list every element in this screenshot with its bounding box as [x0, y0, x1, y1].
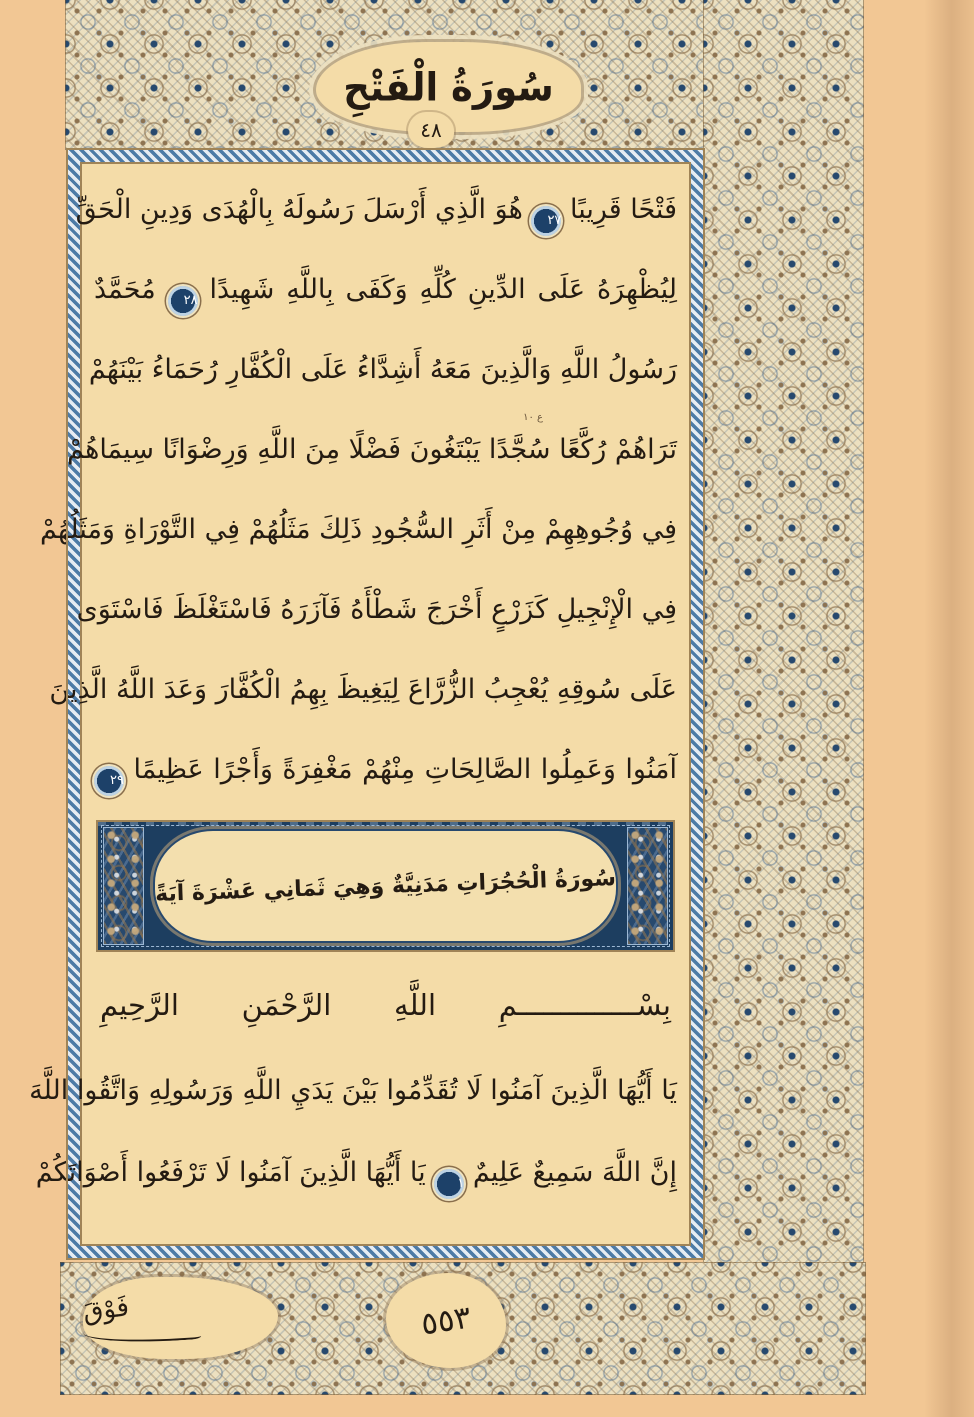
quran-line	[35, 1132, 677, 1214]
quran-line	[75, 170, 677, 250]
verse-text: هُوَ الَّذِي أَرْسَلَ رَسُولَهُ بِالْهُدَى وَدِينِ الْحَقِّ	[75, 194, 523, 225]
verse-text: رَسُولُ اللَّهِ وَالَّذِينَ مَعَهُ أَشِدَّاءُ عَلَى الْكُفَّارِ رُحَمَاءُ بَيْنَهُمْ	[88, 354, 677, 385]
text-block	[29, 150, 703, 1258]
quran-line	[88, 330, 677, 410]
verse-text: مُحَمَّدٌ	[94, 274, 156, 305]
verse-text: يَا أَيُّهَا الَّذِينَ آمَنُوا لَا تُقَدِّمُوا بَيْنَ يَدَيِ اللَّهِ وَرَسُولِهِ وَاتَّقُوا اللَّهَ	[29, 1075, 677, 1106]
quran-line	[39, 490, 677, 570]
verse-marker: ٢٨	[168, 286, 198, 316]
quran-line	[29, 1050, 677, 1132]
banner-cartouche	[153, 829, 618, 943]
banner-knot-left	[103, 827, 144, 945]
surah-fath-title: سُورَةُ الْفَتْحِ	[343, 64, 554, 110]
page-edge-shading	[924, 0, 974, 1417]
banner-knot-right	[627, 827, 668, 945]
verse-text: فَتْحًا قَرِيبًا	[570, 194, 677, 225]
catchword: فَوْقَ	[81, 1292, 131, 1328]
verse-marker: ٢٧	[531, 206, 561, 236]
quran-line	[94, 730, 677, 810]
right-ornament-band	[703, 0, 864, 1395]
quran-line	[94, 250, 677, 330]
quran-line	[76, 570, 677, 650]
page-number-cartouche	[386, 1273, 506, 1368]
fath-verses	[39, 170, 677, 810]
verse-text: لِيُظْهِرَهُ عَلَى الدِّينِ كُلِّهِ وَكَفَى بِاللَّهِ شَهِيدًا	[209, 274, 677, 305]
verse-text: فِي وُجُوهِهِمْ مِنْ أَثَرِ السُّجُودِ ذَلِكَ مَثَلُهُمْ فِي التَّوْرَاةِ وَمَثَلُهُمْ	[39, 514, 677, 545]
page-number: ٥٥٣	[418, 1298, 474, 1343]
verse-text: عَلَى سُوقِهِ يُعْجِبُ الزُّرَّاعَ لِيَغِيظَ بِهِمُ الْكُفَّارَ وَعَدَ اللَّهُ الَّذِينَ	[49, 674, 677, 705]
verse-text: يَا أَيُّهَا الَّذِينَ آمَنُوا لَا تَرْفَعُوا أَصْوَاتَكُمْ	[35, 1157, 426, 1188]
verse-text: فِي الْإِنْجِيلِ كَزَرْعٍ أَخْرَجَ شَطْأَهُ فَآزَرَهُ فَاسْتَغْلَظَ فَاسْتَوَى	[76, 594, 677, 625]
hujurat-banner-title: سُورَةُ الْحُجُرَاتِ مَدَنِيَّةٌ وَهِيَ ثَمَانِي عَشْرَةَ آيَةً	[154, 865, 617, 907]
verse-marker: ٢٩	[94, 766, 124, 796]
bottom-ornament-band	[60, 1262, 866, 1395]
verse-text: آمَنُوا وَعَمِلُوا الصَّالِحَاتِ مِنْهُمْ مَغْفِرَةً وَأَجْرًا عَظِيمًا	[133, 754, 677, 785]
verse-text: تَرَاهُمْ رُكَّعًا سُجَّدًا يَبْتَغُونَ فَضْلًا مِنَ اللَّهِ وَرِضْوَانًا سِيمَاهُمْ	[67, 434, 677, 465]
catchword-flourish	[83, 1323, 202, 1347]
verse-marker: ١	[434, 1169, 464, 1199]
hujurat-banner	[96, 820, 675, 952]
hujurat-verses	[29, 1050, 677, 1214]
verse-text: إِنَّ اللَّهَ سَمِيعٌ عَلِيمٌ	[472, 1157, 677, 1188]
quran-line	[49, 650, 677, 730]
surah-fath-number: ٤٨	[408, 112, 454, 148]
catchword-cartouche	[83, 1277, 278, 1359]
bismillah: بِسْــــــــــــــمِ اللَّهِ الرَّحْمَنِ الرَّحِيمِ	[100, 988, 671, 1022]
ruku-annotation: ع ١٠	[523, 412, 543, 423]
quran-line	[67, 410, 677, 490]
